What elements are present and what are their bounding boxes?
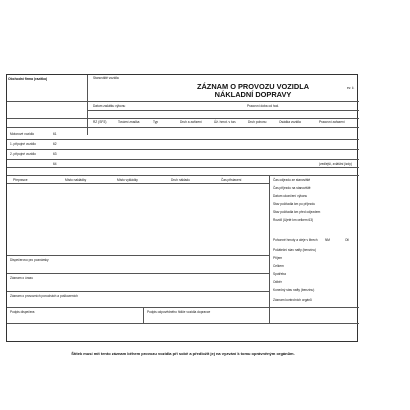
col-rz: RZ (SPZ) [93,120,107,124]
bottom-line-1 [7,255,269,256]
col-brand: Tovární značka [118,120,140,124]
right-item-1: Čas odjezdu ze stanoviště [273,178,311,182]
unloading-col: Místo vykládky [117,178,138,182]
accident-label: Záznam o úrazu [10,276,34,280]
footer-note: Štítek musí mít tento záznam během provozu vozidla při sobě a předložit jej na vyzvání k tomu oprávněným orgánům. [71,351,295,356]
table1-number-line [7,127,359,128]
code-62: 62 [53,142,57,146]
document-form [6,74,358,356]
col-fuel: Druh pohonu [248,120,267,124]
company-label: Obchodní firma (razítko) [8,77,48,81]
fuel-col-b: Oil [345,238,349,242]
form-title: ZÁZNAM O PROVOZU VOZIDLA NÁKLADNÍ DOPRAVY [196,82,310,99]
vehicle-station-label: Stanoviště vozidla [93,76,119,80]
carrier-col: Přepravce [13,178,28,182]
right-item-5: Stav počítadla km před odjezdem [273,210,321,214]
code-63: 63 [53,152,57,156]
bottom-line-4 [7,307,359,308]
col-work: Pracovní zařazení [319,120,345,124]
fuel-item-2: Příjem [273,256,283,260]
cargo-col: Druh nákladu [171,178,190,182]
incident-label: Záznam o provozních poruchách a poškozeních [10,294,78,298]
sign-dispatcher-label: Podpis dispečera [10,310,35,314]
right-item-4: Stav počítadla km po příjezdu [273,202,315,206]
bottom-line-5 [7,323,359,324]
time-col: Čas přistavení [221,178,242,182]
row-motor: Motorové vozidlo [10,132,35,136]
row-trailer-2: 2. přípojné vozidlo [10,152,36,156]
fuel-item-4: Spotřeba [273,272,286,276]
code-64: 64 [53,162,57,166]
row-trailer-1: 1. přípojné vozidlo [10,142,36,146]
fuel-heading: Pohonné hmoty a oleje v litrech [273,238,318,242]
fuel-col-a: NM [325,238,330,242]
divider-top-1 [7,101,359,102]
fuel-item-3: Celkem [273,264,284,268]
row-line-4 [7,167,359,168]
row-line-3 [7,159,359,160]
fuel-item-6: Konečný stav nafty (benzínu) [273,288,315,292]
right-panel-divider [269,175,270,323]
loading-col: Místo nakládky [65,178,87,182]
row-line-2 [7,149,359,150]
code-61: 61 [53,132,57,136]
col-type: Typ [153,120,159,124]
work-note: (vedlejší, zvláštní jízdy) [319,162,352,166]
right-item-2: Čas příjezdu na stanoviště [273,186,311,190]
bottom-line-2 [7,273,269,274]
col-weight: Úž. hmot. v tun. [214,120,237,124]
bottom-line-3 [7,291,269,292]
fuel-item-1: Počáteční stav nafty (benzínu) [273,248,317,252]
number-label: ev. č. [347,86,355,90]
hours-label: Pracovní doba od hod. [247,104,280,108]
divider-left [87,75,88,135]
col-kind: Druh a zařízení [180,120,202,124]
row-line-1 [7,139,359,140]
sign-driver-label: Podpis odpovědného řidiče vozidla dopravce [147,310,211,314]
table1-header-line [7,118,359,119]
dispatcher-label: Dispečerovo pro poznámky [10,258,49,262]
table2-line-2 [7,183,269,184]
right-item-3: Datum ukončení výkonu [273,194,308,198]
divider-top-2 [87,110,359,111]
notes-label: Záznam kontrolních orgánů [273,298,312,302]
start-date-label: Datum začátku výkonu [93,104,126,108]
table2-line-1 [7,175,359,176]
col-crew: Osádka vozidla [279,120,301,124]
signature-divider [143,307,144,323]
fuel-item-5: Odběr [273,280,282,284]
right-item-6: Rozdíl (Ujeté km celkem 63) [273,218,314,222]
